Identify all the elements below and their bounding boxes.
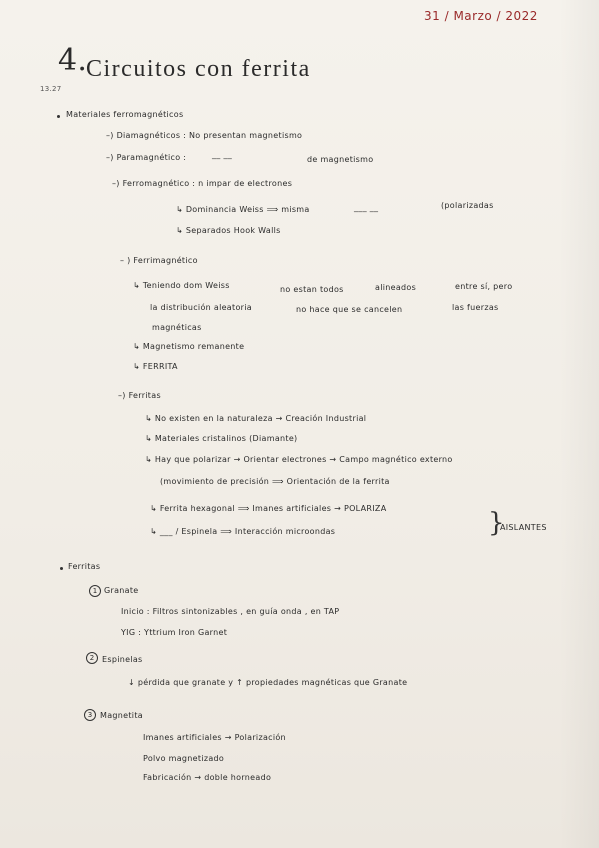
materiales-cristalinos-line: ↳ Materiales cristalinos (Diamante) xyxy=(145,434,298,443)
naturaleza-line: ↳ No existen en la naturaleza → Creación Industrial xyxy=(145,414,367,423)
paramagnetico-dash: __ __ xyxy=(212,150,233,159)
brace-symbol: } xyxy=(488,508,505,538)
imanes-line: Imanes artificiales → Polarización xyxy=(143,733,286,742)
number-circle-1: 1 xyxy=(89,585,101,597)
bullet xyxy=(57,115,60,118)
number-circle-2: 2 xyxy=(86,652,98,664)
section-heading-ferritas: Ferritas xyxy=(68,562,101,571)
aislantes-note: AISLANTES xyxy=(500,523,547,532)
ferrimagnetico-line3: magnéticas xyxy=(152,323,202,332)
ferrimagnetico-line1a: ↳ Teniendo dom Weiss xyxy=(133,281,230,290)
ferrimagnetico-line2b: no hace que se cancelen xyxy=(296,305,403,314)
hexagonal-line: ↳ Ferrita hexagonal ⟹ Imanes artificiales → POLARIZA xyxy=(150,504,387,513)
espinela-line: ↳ ___ / Espinela ⟹ Interacción microondas xyxy=(150,527,336,536)
polarizadas-note: (polarizadas xyxy=(441,201,494,210)
reference-number: 13.27 xyxy=(40,85,62,93)
yig-line: YIG : Yttrium Iron Garnet xyxy=(121,628,228,637)
polvo-line: Polvo magnetizado xyxy=(143,754,225,763)
espinelas-heading: Espinelas xyxy=(102,655,143,664)
paramagnetico-tail: de magnetismo xyxy=(307,155,374,164)
paramagnetico-label: –) Paramagnético : xyxy=(106,153,187,162)
ferrimagnetico-line1c: alineados xyxy=(375,283,417,292)
diamagneticos-line: –) Diamagnéticos : No presentan magnetismo xyxy=(106,131,303,140)
inicio-line: Inicio : Filtros sintonizables , en guía onda , en TAP xyxy=(121,607,340,616)
date: 31 / Marzo / 2022 xyxy=(424,9,538,23)
ferrimagnetico-line1b: no estan todos xyxy=(280,285,344,294)
ferrimagnetico-line2c: las fuerzas xyxy=(452,303,499,312)
magnetita-heading: Magnetita xyxy=(100,711,143,720)
ferritas-sub-heading: –) Ferritas xyxy=(118,391,161,400)
polarizar-line: ↳ Hay que polarizar → Orientar electrones → Campo magnético externo xyxy=(145,455,453,464)
movimiento-line: (movimiento de precisión ⟹ Orientación de la ferrita xyxy=(160,477,390,486)
ferrimagnetico-heading: – ) Ferrimagnético xyxy=(120,256,198,265)
ferrita-line: ↳ FERRITA xyxy=(133,362,178,371)
separados-line: ↳ Separados Hook Walls xyxy=(176,226,281,235)
page-title: Circuitos con ferrita xyxy=(86,56,311,82)
bullet xyxy=(60,567,63,570)
granate-heading: Granate xyxy=(104,586,139,595)
page-shadow xyxy=(559,0,599,848)
ferrimagnetico-line2a: la distribución aleatoria xyxy=(150,303,252,312)
number-circle-3: 3 xyxy=(84,709,96,721)
title-number: 4. xyxy=(58,43,88,78)
fabricacion-line: Fabricación → doble horneado xyxy=(143,773,272,782)
dominancia-line: ↳ Dominancia Weiss ⟹ misma xyxy=(176,205,310,214)
section-heading-materiales: Materiales ferromagnéticos xyxy=(66,110,184,119)
dominancia-dash: ___ __ xyxy=(354,203,379,212)
ferromagnetico-line: –) Ferromagnético : n impar de electrones xyxy=(112,179,293,188)
ferrimagnetico-line1d: entre sí, pero xyxy=(455,282,513,291)
perdida-line: ↓ pérdida que granate y ↑ propiedades magnéticas que Granate xyxy=(128,678,408,687)
remanente-line: ↳ Magnetismo remanente xyxy=(133,342,245,351)
